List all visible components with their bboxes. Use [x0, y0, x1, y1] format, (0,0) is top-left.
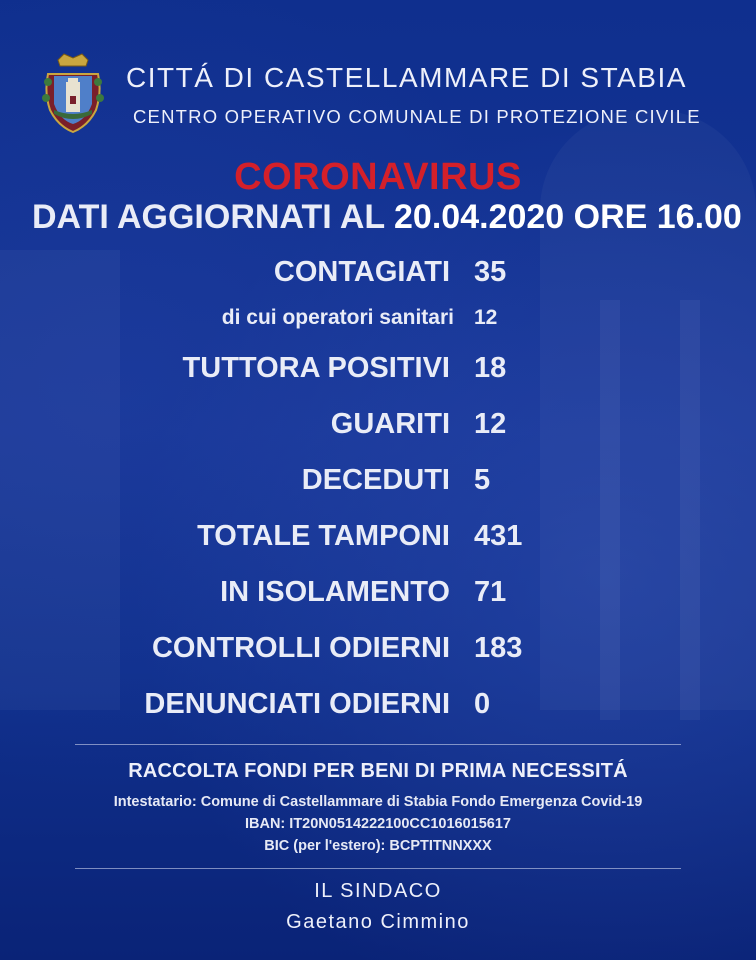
- stat-value: 5: [474, 464, 491, 496]
- stat-row-tuttora-positivi: [0, 352, 756, 392]
- city-crest-icon: [40, 52, 106, 136]
- stat-label: CONTROLLI ODIERNI: [151, 632, 450, 664]
- stat-row-totale-tamponi: [0, 520, 756, 560]
- fundraising-iban: IBAN: IT20N0514222100CC1016015617: [244, 816, 511, 832]
- stat-row-in-isolamento: [0, 576, 756, 616]
- stat-row-denunciati-odierni: [0, 688, 756, 728]
- stat-label: DECEDUTI: [301, 464, 450, 496]
- update-datetime: 20.04.2020 ORE 16.00: [394, 198, 742, 236]
- stat-label: TOTALE TAMPONI: [197, 520, 450, 552]
- stat-label: DENUNCIATI ODIERNI: [144, 688, 450, 720]
- stat-value: 71: [474, 576, 507, 608]
- stat-label: CONTAGIATI: [273, 256, 450, 288]
- fundraising-bic: BIC (per l'estero): BCPTITNNXXX: [264, 838, 492, 854]
- stat-value: 12: [474, 408, 507, 440]
- fundraising-title: RACCOLTA FONDI PER BENI DI PRIMA NECESSITÁ: [128, 760, 628, 782]
- stat-row-controlli-odierni: [0, 632, 756, 672]
- stat-label: IN ISOLAMENTO: [220, 576, 450, 608]
- stat-value: 183: [474, 632, 523, 664]
- stat-row-guariti: [0, 408, 756, 448]
- divider: [75, 868, 681, 869]
- stat-label: GUARITI: [330, 408, 450, 440]
- mayor-role: IL SINDACO: [314, 880, 442, 902]
- stat-value: 12: [474, 306, 498, 329]
- stat-row-deceduti: [0, 464, 756, 504]
- department-subtitle: CENTRO OPERATIVO COMUNALE DI PROTEZIONE CIVILE: [133, 106, 701, 127]
- city-title: CITTÁ DI CASTELLAMMARE DI STABIA: [126, 62, 687, 93]
- stat-label: di cui operatori sanitari: [221, 306, 454, 329]
- divider: [75, 744, 681, 745]
- stat-row-contagiati: [0, 256, 756, 296]
- mayor-name: Gaetano Cimmino: [286, 911, 470, 933]
- fundraising-holder: Intestatario: Comune di Castellammare di Stabia Fondo Emergenza Covid-19: [113, 794, 643, 810]
- stat-value: 35: [474, 256, 507, 288]
- stat-value: 0: [474, 688, 491, 720]
- stat-value: 18: [474, 352, 507, 384]
- update-line: [32, 198, 742, 237]
- stat-row-operatori-sanitari: [0, 302, 756, 342]
- update-prefix: DATI AGGIORNATI AL: [32, 198, 395, 236]
- topic-heading: CORONAVIRUS: [234, 156, 522, 198]
- stat-label: TUTTORA POSITIVI: [182, 352, 450, 384]
- stat-value: 431: [474, 520, 523, 552]
